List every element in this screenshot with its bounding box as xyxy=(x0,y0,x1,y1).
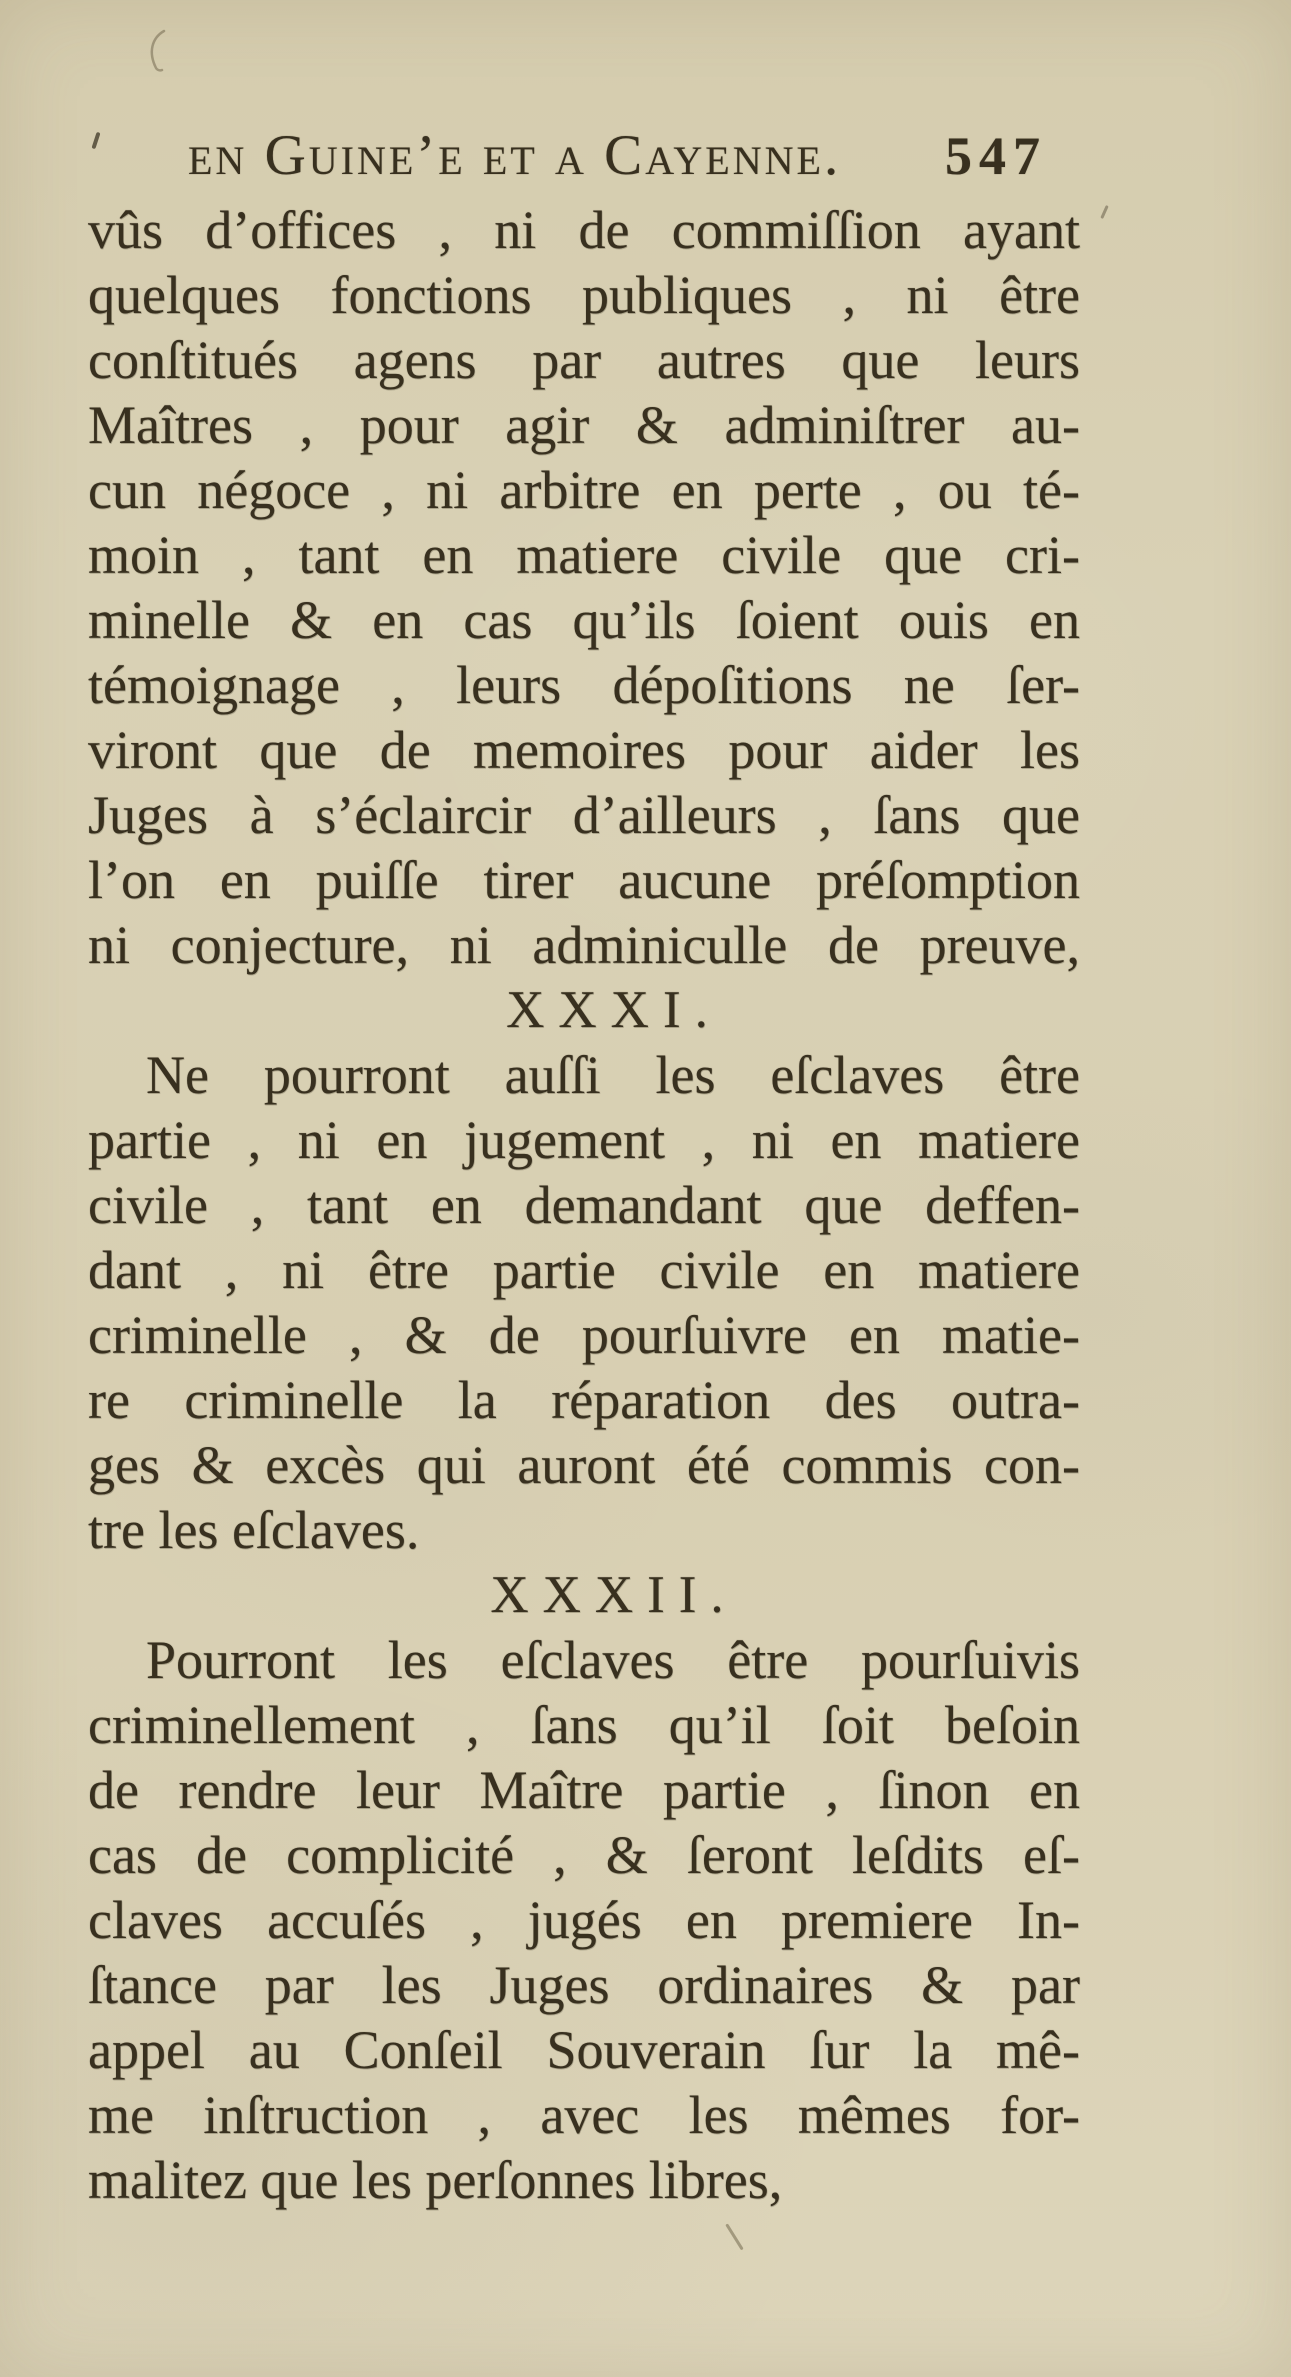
paper-mark-slash-icon xyxy=(725,2224,743,2251)
text-block xyxy=(88,198,1080,2213)
text-line: témoignage , leurs dépoſitions ne ſer- xyxy=(88,655,1080,715)
text-line: quelques fonctions publiques , ni être xyxy=(88,265,1080,325)
text-line: ſtance par les Juges ordinaires & par xyxy=(88,1955,1080,2015)
text-line: appel au Conſeil Souverain ſur la mê- xyxy=(88,2020,1080,2080)
text-line: viront que de memoires pour aider les xyxy=(88,720,1080,780)
text-line: minelle & en cas qu’ils ſoient ouis en xyxy=(88,590,1080,650)
text-line: vûs d’offices , ni de commiſſion ayant xyxy=(88,200,1080,260)
text-line: Juges à s’éclaircir d’ailleurs , ſans que xyxy=(88,785,1080,845)
text-line: moin , tant en matiere civile que cri- xyxy=(88,525,1080,585)
text-line: conſtitués agens par autres que leurs xyxy=(88,330,1080,390)
text-line: malitez que les perſonnes libres, xyxy=(88,2150,783,2210)
text-line: de rendre leur Maître partie , ſinon en xyxy=(88,1760,1080,1820)
text-line: tre les eſclaves. xyxy=(88,1500,420,1560)
text-line: criminelle , & de pourſuivre en matie- xyxy=(88,1305,1080,1365)
text-line: re criminelle la réparation des outra- xyxy=(88,1370,1080,1430)
paper-mark-curl-icon xyxy=(140,28,180,74)
text-line: claves accuſés , jugés en premiere In- xyxy=(88,1890,1080,1950)
text-line: ges & excès qui auront été commis con- xyxy=(88,1435,1080,1495)
text-line: ni conjecture, ni adminiculle de preuve, xyxy=(88,915,1080,975)
text-line: l’on en puiſſe tirer aucune préſomption xyxy=(88,850,1080,910)
section-heading: XXXI. xyxy=(506,981,722,1039)
paper-mark-tick-icon xyxy=(1100,205,1108,219)
text-line: me inſtruction , avec les mêmes for- xyxy=(88,2085,1080,2145)
page-content xyxy=(88,120,1080,2213)
text-line: dant , ni être partie civile en matiere xyxy=(88,1240,1080,1300)
page-number: 547 xyxy=(945,126,1047,186)
text-line: civile , tant en demandant que deffen- xyxy=(88,1175,1080,1235)
running-header-title: en Guine’e et a Cayenne. xyxy=(188,124,842,187)
text-line: Maîtres , pour agir & adminiſtrer au- xyxy=(88,395,1080,455)
section-heading: XXXII. xyxy=(490,1566,738,1624)
text-line: criminellement , ſans qu’il ſoit beſoin xyxy=(88,1695,1080,1755)
text-line: Ne pourront auſſi les eſclaves être xyxy=(146,1045,1080,1105)
running-header xyxy=(88,120,1080,192)
text-line: partie , ni en jugement , ni en matiere xyxy=(88,1110,1080,1170)
text-line: cun négoce , ni arbitre en perte , ou té- xyxy=(88,460,1080,520)
text-line: Pourront les eſclaves être pourſuivis xyxy=(146,1630,1080,1690)
text-line: cas de complicité , & ſeront leſdits eſ- xyxy=(88,1825,1080,1885)
